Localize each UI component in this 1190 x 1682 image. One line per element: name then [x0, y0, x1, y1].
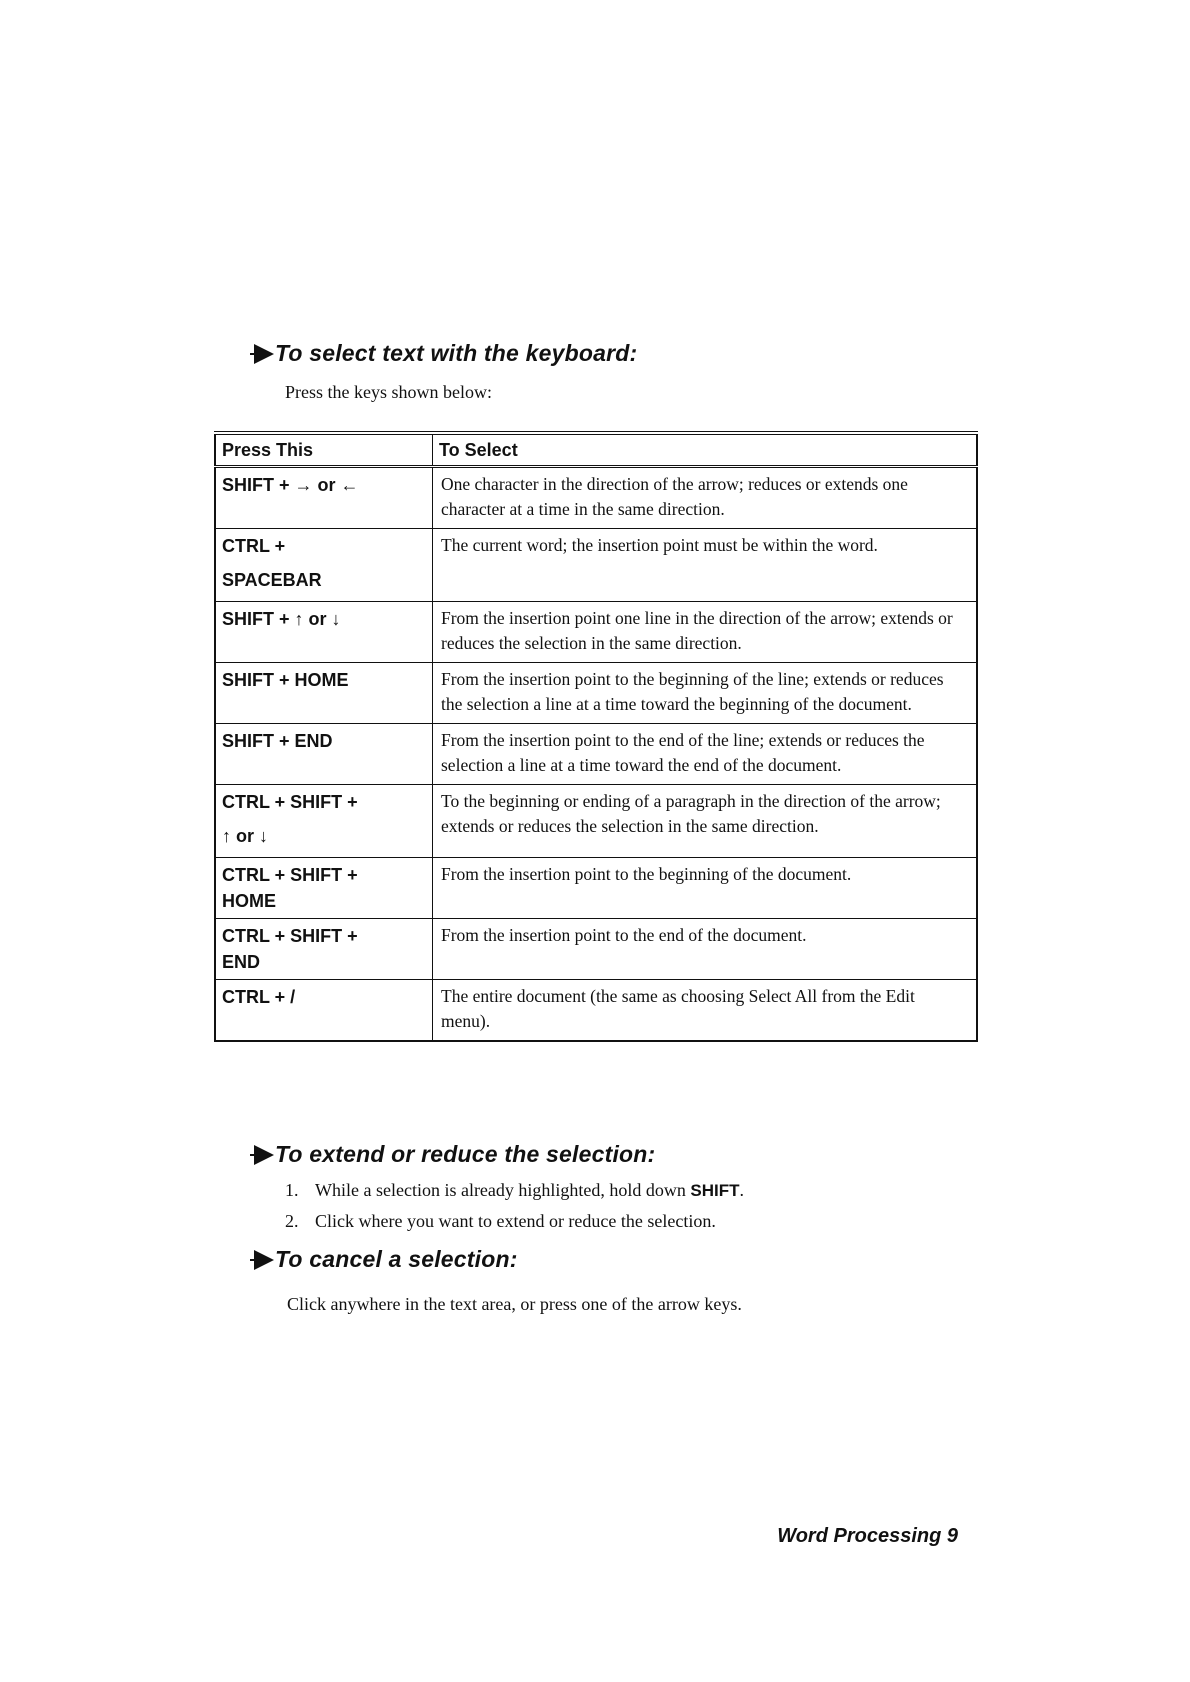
step-text: Click where you want to extend or reduce the selection.: [315, 1211, 716, 1231]
key-line: ↑ or ↓: [222, 826, 269, 846]
arrow-bullet-icon: [254, 344, 274, 364]
table-row: [215, 529, 977, 602]
arrow-bullet-icon: [254, 1250, 274, 1270]
table-row: [215, 663, 977, 724]
selection-description: The entire document (the same as choosing Select All from the Edit menu).: [433, 980, 978, 1042]
step-end: .: [739, 1180, 745, 1200]
key-combo: [215, 467, 433, 529]
table-row: [215, 724, 977, 785]
key-combo: [215, 529, 433, 602]
list-item: [285, 1175, 744, 1206]
key-combo: [215, 724, 433, 785]
selection-description: From the insertion point to the end of the line; extends or reduces the selection a line at a time toward the end of the document.: [433, 724, 978, 785]
cancel-text: Click anywhere in the text area, or press one of the arrow keys.: [287, 1294, 742, 1314]
arrow-bullet-icon: [254, 1145, 274, 1165]
section-heading-select-keyboard: [252, 340, 637, 367]
selection-description: To the beginning or ending of a paragraph in the direction of the arrow; extends or reduces the selection in the same direction.: [433, 785, 978, 858]
table-row: [215, 980, 977, 1042]
heading-text: To extend or reduce the selection:: [275, 1141, 656, 1167]
step-number: 2.: [285, 1211, 299, 1231]
selection-description: From the insertion point one line in the direction of the arrow; extends or reduces the selection in the same direction.: [433, 602, 978, 663]
key-line: CTRL + SHIFT +: [222, 865, 358, 885]
key-combo: [215, 980, 433, 1042]
key-line: SHIFT + ↑ or ↓: [222, 609, 341, 629]
key-line: SPACEBAR: [222, 570, 322, 590]
key-line: SHIFT + HOME: [222, 670, 349, 690]
key-combo: [215, 785, 433, 858]
key-combo: [215, 663, 433, 724]
column-header-to-select: To Select: [433, 433, 978, 467]
table-row: [215, 919, 977, 980]
selection-description: From the insertion point to the beginning of the line; extends or reduces the selection a line at a time toward the beginning of the document.: [433, 663, 978, 724]
selection-description: The current word; the insertion point must be within the word.: [433, 529, 978, 602]
key-combo: [215, 919, 433, 980]
intro-text: Press the keys shown below:: [285, 382, 492, 402]
step-number: 1.: [285, 1180, 299, 1200]
selection-description: From the insertion point to the beginning of the document.: [433, 858, 978, 919]
table-row: [215, 858, 977, 919]
key-line: HOME: [222, 891, 276, 911]
table-header-row: [215, 433, 977, 467]
table-row: [215, 602, 977, 663]
table-row: [215, 785, 977, 858]
heading-text: To cancel a selection:: [275, 1246, 518, 1272]
key-line: CTRL + SHIFT +: [222, 926, 358, 946]
heading-text: To select text with the keyboard:: [275, 340, 638, 366]
selection-description: One character in the direction of the arrow; reduces or extends one character at a time in the same direction.: [433, 467, 978, 529]
key-line: CTRL + SHIFT +: [222, 792, 358, 812]
key-table: [214, 431, 978, 1042]
steps-list: [285, 1175, 744, 1237]
selection-description: From the insertion point to the end of the document.: [433, 919, 978, 980]
key-line: SHIFT + → or ←: [222, 475, 359, 495]
key-combo: [215, 602, 433, 663]
key-line: END: [222, 952, 261, 972]
key-line: CTRL + /: [222, 987, 296, 1007]
key-combo: [215, 858, 433, 919]
key-line: CTRL +: [222, 536, 286, 556]
column-header-press-this: Press This: [215, 433, 433, 467]
table-row: [215, 467, 977, 529]
step-key: SHIFT: [690, 1181, 740, 1200]
key-line: SHIFT + END: [222, 731, 333, 751]
step-text: While a selection is already highlighted, hold down: [315, 1180, 691, 1200]
section-heading-cancel: [252, 1246, 518, 1273]
list-item: [285, 1206, 744, 1237]
section-heading-extend-reduce: [252, 1141, 655, 1168]
page-footer: Word Processing 9: [777, 1525, 958, 1547]
